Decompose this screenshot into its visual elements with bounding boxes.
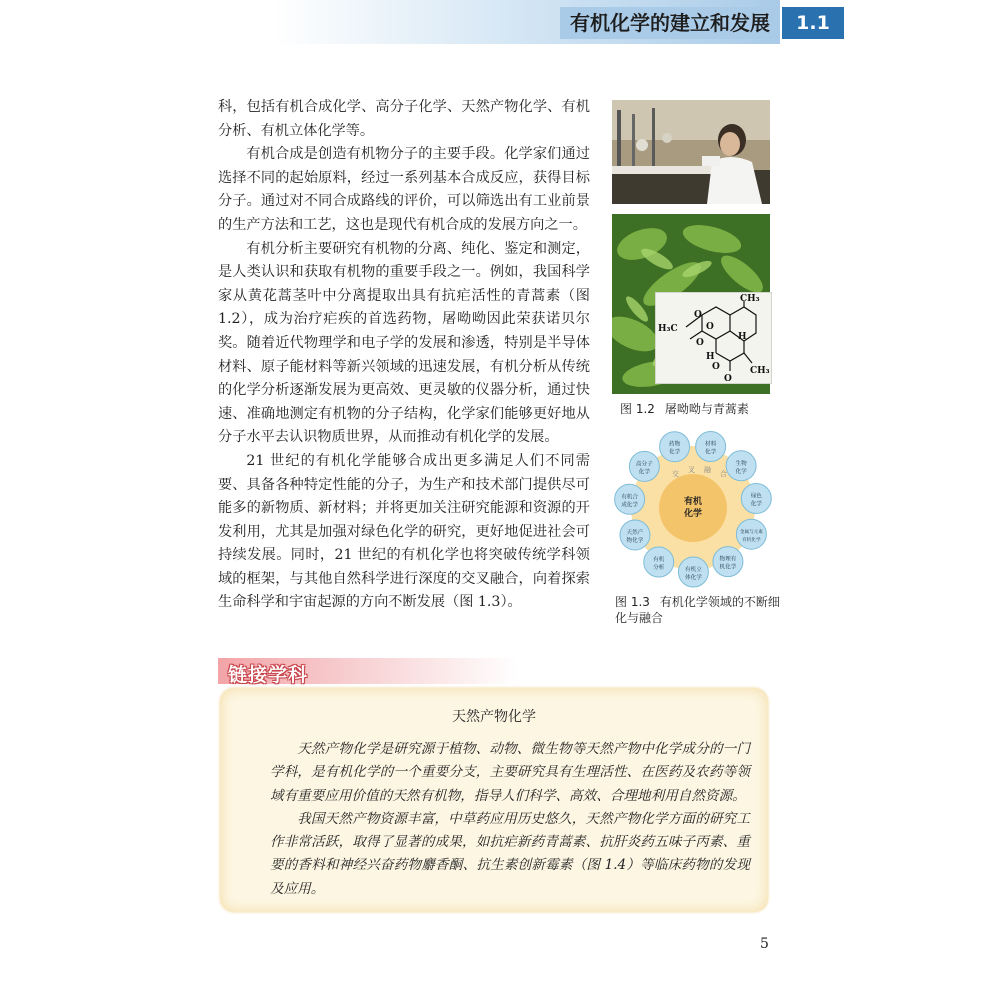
struct-label-o4: O xyxy=(712,362,720,372)
field-node-label: 绿色 xyxy=(750,493,762,500)
field-node xyxy=(713,547,743,577)
chapter-section-title: 有机化学的建立和发展 xyxy=(560,7,780,39)
link-section-label: 链接学科 xyxy=(228,664,309,686)
scientist-lab-photo xyxy=(612,100,770,204)
struct-label-h1: H xyxy=(706,352,715,362)
field-node-label: 物化学 xyxy=(626,537,644,544)
field-node xyxy=(644,547,674,577)
field-node-label: 成化学 xyxy=(621,502,638,509)
field-node-label: 分析 xyxy=(653,565,665,572)
struct-label-o2: O xyxy=(706,322,714,332)
figure-1-2-number: 图 1.2 xyxy=(620,402,655,416)
figure-1-2-caption xyxy=(620,400,749,417)
ring-char-2: 叉 xyxy=(688,466,695,474)
field-node-label: 天然产 xyxy=(626,529,644,536)
field-node-label: 有机化学 xyxy=(742,538,761,544)
box-paragraph-2: 我国天然产物资源丰富，中草药应用历史悠久，天然产物化学方面的研究工作非常活跃，取得了显著的成果，如抗疟新药青蒿素、抗肝炎药五味子丙素、重要的香料和神经兴奋药物麝香酮、抗生素创新霉素（图 1.4）等临床药物的发现及应用。 xyxy=(270,810,750,897)
box-body-text xyxy=(270,738,750,901)
lab-scene-illustration xyxy=(612,100,770,204)
figure-1-3-number: 图 1.3 xyxy=(615,595,650,609)
struct-label-ch3-top: CH₃ xyxy=(740,294,760,304)
paragraph-2: 有机合成是创造有机物分子的主要手段。化学家们通过选择不同的起始原料，经过一系列基本合成反应，获得目标分子。通过对不同合成路线的评价，可以筛选出有工业前景的生产方法和工艺，这也是现代有机合成的发展方向之一。 xyxy=(218,146,590,233)
field-node-label: 材料 xyxy=(705,441,717,448)
paragraph-3: 有机分析主要研究有机物的分离、纯化、鉴定和测定，是人类认识和获取有机物的重要手段之一。例如，我国科学家从黄花蒿茎叶中分离提取出具有抗疟活性的青蒿素（图 1.2），成为治疗疟疾的首选药物，屠呦呦因此荣获诺贝尔奖。随着近代物理学和电子学的发展和渗透，特别是半导体材料、原子能材料等新兴领域的迅速发展，有机分析从传统的化学分析逐渐发展为更高效、更灵敏的仪器分析，通过快速、准确地测定有机物的分子结构，化学家们能够更好地从分子水平去认识物质世界，从而推动有机化学的发展。 xyxy=(218,240,590,446)
ring-char-1: 交 xyxy=(672,470,679,478)
figure-1-3-caption xyxy=(615,594,790,626)
figure-1-2-caption-text: 屠呦呦与青蒿素 xyxy=(664,402,749,416)
field-node-label: 化学 xyxy=(705,449,717,456)
box-paragraph-1: 天然产物化学是研究源于植物、动物、微生物等天然产物中化学成分的一门学科，是有机化学的一个重要分支，主要研究具有生理活性、在医药及农药等领域有重要应用价值的天然有机物，指导人们科学、高效、合理地利用自然资源。 xyxy=(270,741,750,804)
figure-1-3-caption-text: 有机化学领域的不断细化与融合 xyxy=(615,595,780,625)
field-node xyxy=(660,432,690,462)
struct-label-ch3-bottom: CH₃ xyxy=(750,366,770,376)
field-node-label: 化学 xyxy=(750,501,762,508)
field-node-label: 化学 xyxy=(638,469,650,476)
ring-char-4: 合 xyxy=(720,470,727,478)
center-label-line2: 化学 xyxy=(683,509,703,519)
field-node-label: 生物 xyxy=(735,460,747,467)
ring-char-3: 融 xyxy=(704,466,711,474)
struct-label-h2: H xyxy=(738,332,747,342)
struct-label-o3: O xyxy=(696,338,704,348)
page-header xyxy=(0,0,989,44)
field-node-label: 金属与元素 xyxy=(739,530,763,536)
page-number: 5 xyxy=(760,936,769,952)
center-circle xyxy=(659,474,727,542)
field-node xyxy=(615,484,645,514)
field-node-label: 化学 xyxy=(735,468,747,475)
field-node-label: 有机合 xyxy=(621,494,638,501)
field-node xyxy=(741,483,771,513)
field-node xyxy=(678,557,708,587)
section-number-badge: 1.1 xyxy=(782,7,844,39)
main-body-text xyxy=(218,96,590,615)
field-node-label: 药物 xyxy=(668,441,681,448)
field-node-label: 化学 xyxy=(668,449,681,456)
struct-label-h3c: H₃C xyxy=(658,324,678,334)
field-node xyxy=(736,519,766,549)
field-node-label: 机化学 xyxy=(719,564,737,571)
center-label-line1: 有机 xyxy=(683,497,703,507)
field-node xyxy=(629,451,659,481)
artemisinin-structure xyxy=(655,292,772,384)
field-node-label: 体化学 xyxy=(685,574,702,581)
field-node xyxy=(696,431,726,461)
struct-label-o1: O xyxy=(694,310,702,320)
fields-diagram-svg xyxy=(612,428,774,588)
struct-label-o5: O xyxy=(724,374,732,383)
paragraph-1: 科，包括有机合成化学、高分子化学、天然产物化学、有机分析、有机立体化学等。 xyxy=(218,99,590,139)
field-node xyxy=(726,451,756,481)
field-node-label: 高分子 xyxy=(635,461,653,468)
organic-chemistry-fields-diagram xyxy=(612,428,774,588)
paragraph-4: 21 世纪的有机化学能够合成出更多满足人们不同需要、具备各种特定性能的分子，为生产和技术部门提供尽可能多的新物质、新材料；并将更加关注研究能源和资源的开发利用，尤其是加强对绿色化学的研究，更好地促进社会可持续发展。同时，21 世纪的有机化学也将突破传统学科领域的框架，与其他自然科学进行深度的交叉融合，向着探索生命科学和宇宙起源的方向不断发展（图 1.3）。 xyxy=(218,452,590,611)
field-node-label: 有机立 xyxy=(685,566,702,573)
artemisinin-structure-diagram xyxy=(656,293,771,383)
box-title: 天然产物化学 xyxy=(452,709,536,725)
field-node xyxy=(620,520,650,550)
field-node-label: 有机 xyxy=(653,557,665,564)
field-node-label: 物理有 xyxy=(719,556,737,563)
